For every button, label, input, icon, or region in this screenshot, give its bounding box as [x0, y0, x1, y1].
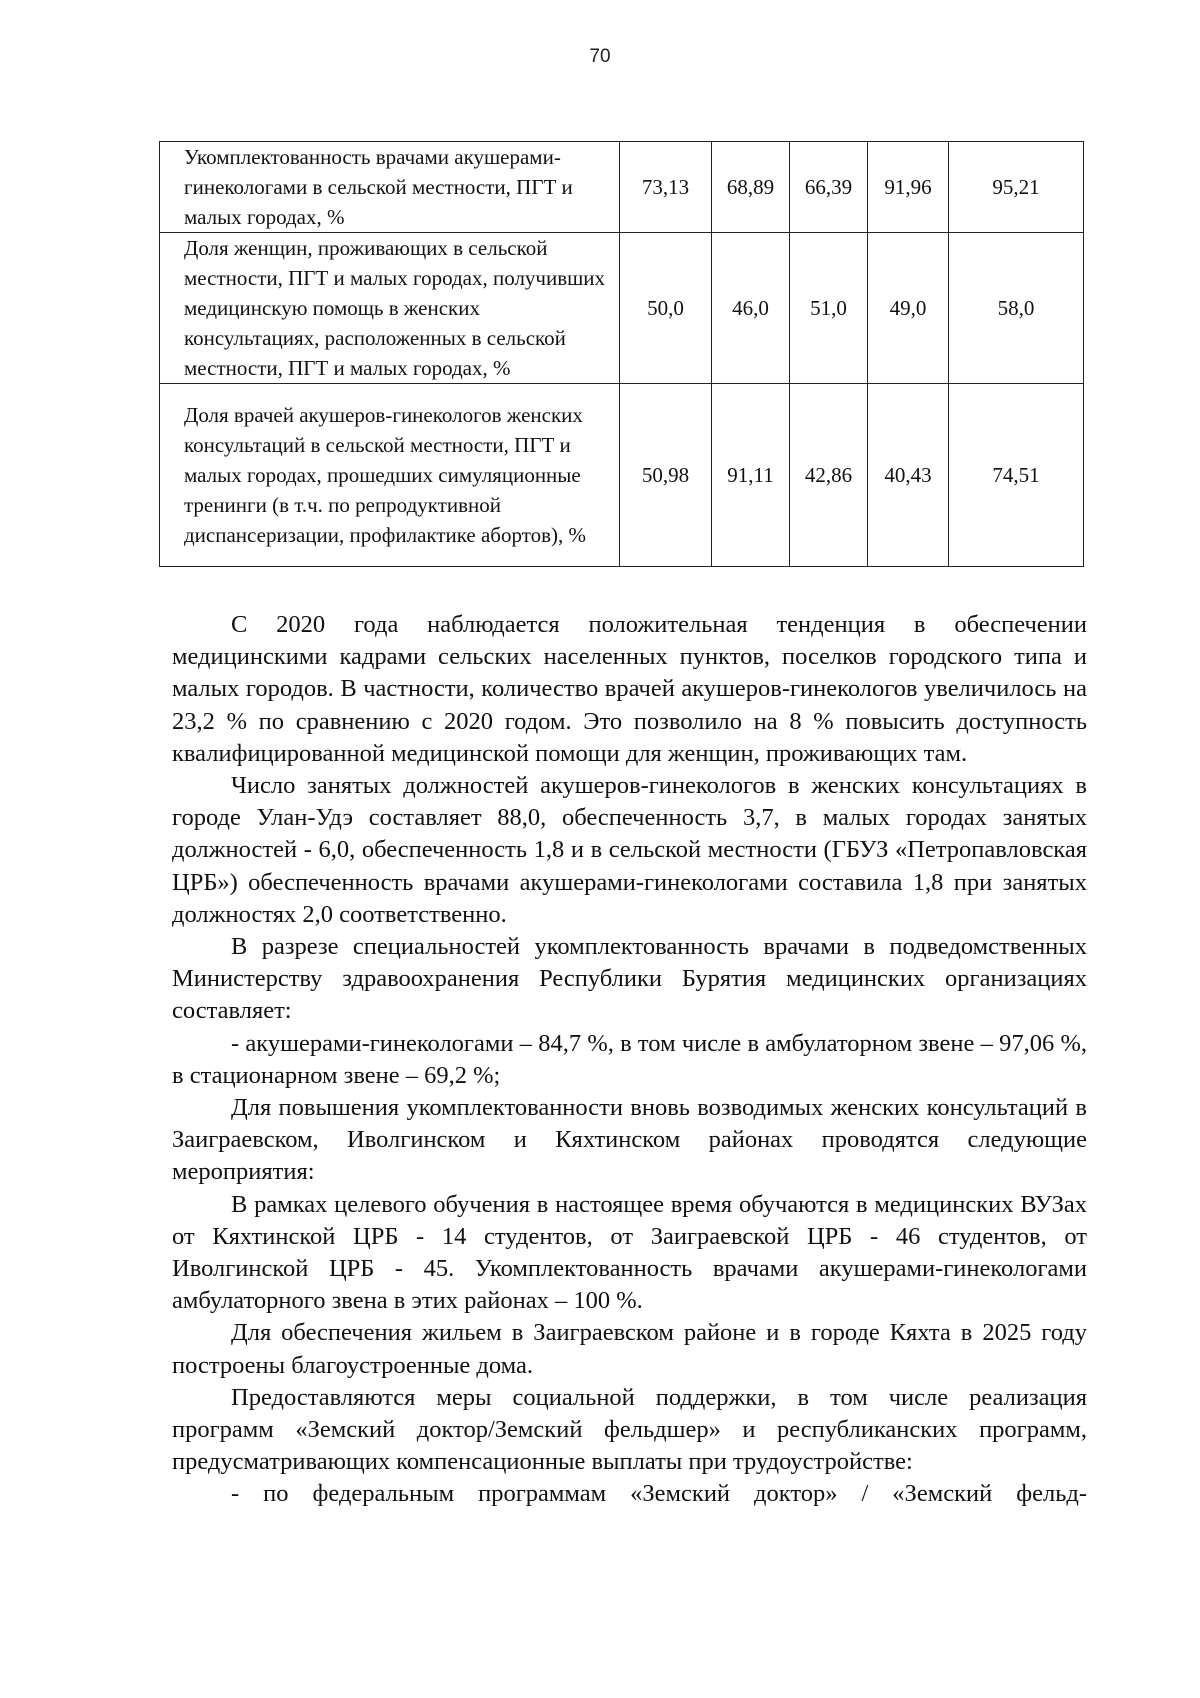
- table-cell: 73,13: [620, 142, 712, 233]
- table-cell: 66,39: [790, 142, 868, 233]
- row-label: Укомплектованность врачами акушерами-гинекологами в сельской местности, ПГТ и малых городах, %: [160, 142, 620, 233]
- table-row: [160, 142, 1084, 233]
- paragraph: В разрезе специальностей укомплектованность врачами в подведомственных Министерству здравоохранения Республики Бурятия медицинских организациях составляет:: [172, 933, 1087, 1025]
- row-label: Доля врачей акушеров-гинекологов женских консультаций в сельской местности, ПГТ и малых городах, прошедших симуляционные тренинги (в т.ч. по репродуктивной диспансеризации, профилактике абортов), %: [160, 384, 620, 567]
- table-row: [160, 233, 1084, 384]
- paragraph: Предоставляются меры социальной поддержки, в том числе реализация программ «Земский доктор/Земский фельдшер» и республиканских программ, предусматривающих компенсационные выплаты при трудоустройстве:: [172, 1383, 1087, 1476]
- paragraph: Число занятых должностей акушеров-гинекологов в женских консультациях в городе Улан-Удэ составляет 88,0, обеспеченность 3,7, в малых городах занятых должностей - 6,0, обеспеченность 1,8 и в сельской местности (ГБУЗ «Петропавловская ЦРБ») обеспеченность врачами акушерами-гинекологами составила 1,8 при занятых должностях 2,0 соответственно.: [172, 772, 1087, 928]
- paragraph: Для повышения укомплектованности вновь возводимых женских консультаций в Заиграевском, Иволгинском и Кяхтинском районах проводятся следующие мероприятия:: [172, 1094, 1087, 1186]
- table-cell: 46,0: [712, 233, 790, 384]
- body-text: [172, 609, 1087, 1511]
- paragraph: С 2020 года наблюдается положительная тенденция в обеспечении медицинскими кадрами сельских населенных пунктов, поселков городского типа и малых городов. В частности, количество врачей акушеров-гинекологов увеличилось на 23,2 % по сравнению с 2020 годом. Это позволило на 8 % повысить доступность квалифицированной медицинской помощи для женщин, проживающих там.: [172, 611, 1087, 767]
- table-cell: 50,0: [620, 233, 712, 384]
- table-cell: 50,98: [620, 384, 712, 567]
- table-row: [160, 384, 1084, 567]
- table-cell: 95,21: [949, 142, 1084, 233]
- row-label: Доля женщин, проживающих в сельской местности, ПГТ и малых городах, получивших медицинскую помощь в женских консультациях, расположенных в сельской местности, ПГТ и малых городах, %: [160, 233, 620, 384]
- paragraph: Для обеспечения жильем в Заиграевском районе и в городе Кяхта в 2025 году построены благоустроенные дома.: [172, 1319, 1087, 1379]
- table-cell: 91,11: [712, 384, 790, 567]
- table-cell: 42,86: [790, 384, 868, 567]
- table-cell: 74,51: [949, 384, 1084, 567]
- table-cell: 91,96: [868, 142, 949, 233]
- paragraph: - акушерами-гинекологами – 84,7 %, в том числе в амбулаторном звене – 97,06 %, в стационарном звене – 69,2 %;: [172, 1029, 1087, 1089]
- indicators-table: [159, 141, 1084, 567]
- page-number: 70: [589, 46, 611, 67]
- table-cell: 49,0: [868, 233, 949, 384]
- table-cell: 68,89: [712, 142, 790, 233]
- paragraph: - по федеральным программам «Земский доктор» / «Земский фельд-: [231, 1480, 1087, 1508]
- table-cell: 58,0: [949, 233, 1084, 384]
- table-cell: 51,0: [790, 233, 868, 384]
- paragraph: В рамках целевого обучения в настоящее время обучаются в медицинских ВУЗах от Кяхтинской ЦРБ - 14 студентов, от Заиграевской ЦРБ - 46 студентов, от Иволгинской ЦРБ - 45. Укомплектованность врачами акушерами-гинекологами амбулаторного звена в этих районах – 100 %.: [172, 1190, 1087, 1315]
- table-cell: 40,43: [868, 384, 949, 567]
